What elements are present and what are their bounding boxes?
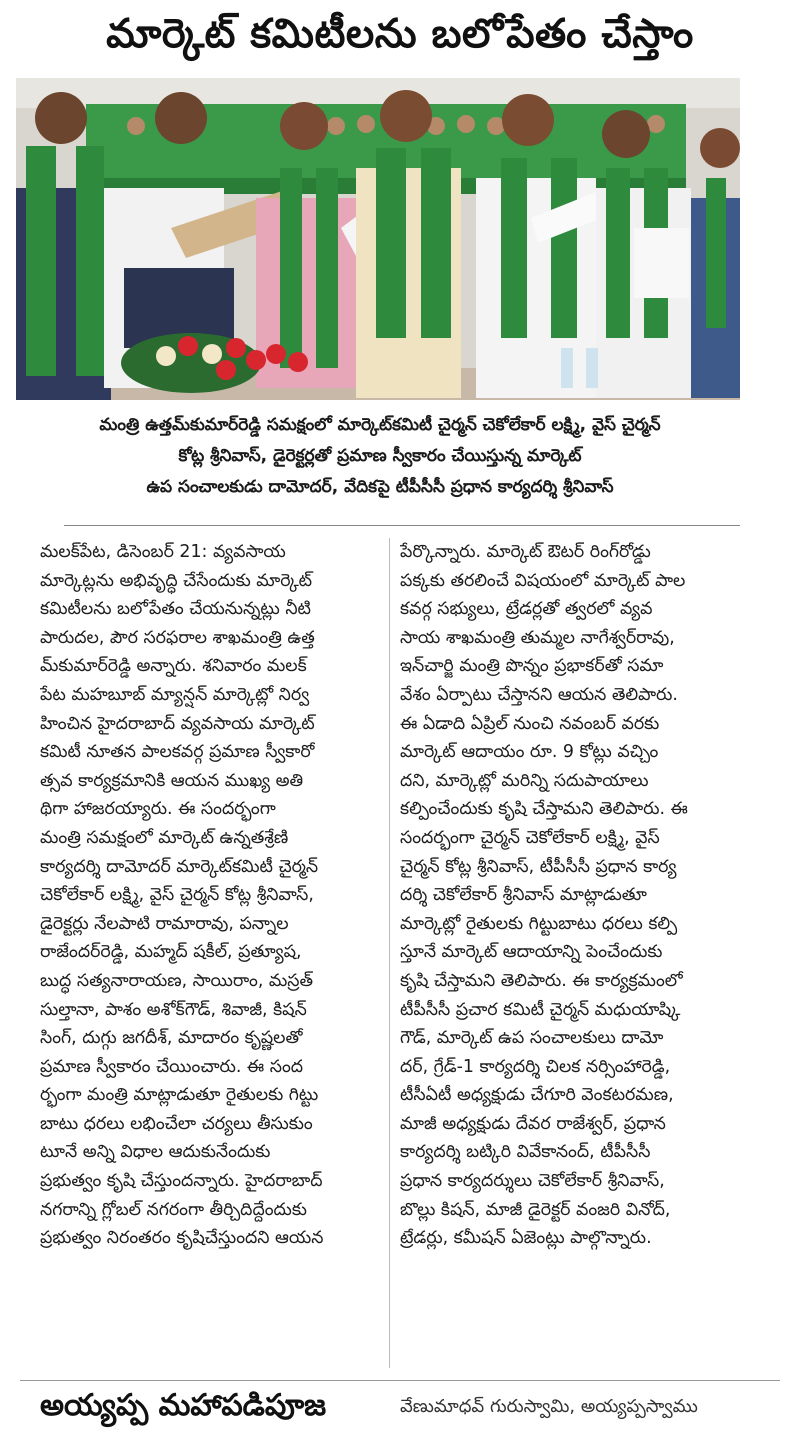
body-line: టూనే అన్ని విధాల ఆదుకునేందుకు [40,1142,271,1163]
body-line: పారుదల, పౌర సరఫరాల శాఖమంత్రి ఉత్త [40,627,315,648]
body-line: చైర్మన్ కోట్ల శ్రీనివాస్, టీపీసీసీ ప్రధాన కార్య [400,856,677,877]
body-line: మ్‌కుమార్‌రెడ్డి అన్నారు. శనివారం మలక్ [40,656,307,677]
news-photo [16,78,740,400]
body-line: దర్, గ్రేడ్-1 కార్యదర్శి చిలక నర్సింహారెడ్డి, [400,1056,671,1077]
body-line: ఇన్‌చార్జి మంత్రి పొన్నం ప్రభాకర్‌తో సమా [400,656,664,677]
news-photo-icon [16,78,740,400]
body-line: ర్భంగా మంత్రి మాట్లాడుతూ రైతులకు గిట్టు [40,1085,319,1106]
body-line: కార్యదర్శి దామోదర్ మార్కెట్‌కమిటీ చైర్మన్ [40,856,319,877]
body-line: ఈ ఏడాది ఏప్రిల్ నుంచి నవంబర్ వరకు [400,713,660,734]
body-line: ప్రమాణ స్వీకారం చేయించారు. ఈ సంద [40,1056,304,1077]
body-line: మార్కెట్లో రైతులకు గిట్టుబాటు ధరలు కల్పి [400,913,678,934]
body-line: దర్శి చెకోలేకార్ శ్రీనివాస్ మాట్లాడుతూ [400,885,647,906]
next-story-teaser: వేణుమాధవ్ గురుస్వామి, అయ్యప్పస్వాము [400,1396,698,1417]
body-line: ప్రభుత్వం నిరంతరం కృషిచేస్తుందని ఆయన [40,1228,324,1249]
body-line: కార్యదర్శి బట్కిరి వివేకానంద్, టీపీసీసీ [400,1142,651,1163]
body-line: మంత్రి సమక్షంలో మార్కెట్ ఉన్నతశ్రేణి [40,827,289,848]
body-line: నగరాన్ని గ్లోబల్ నగరంగా తీర్చిదిద్దేందుకు [40,1199,307,1220]
body-line: చెకోలేకార్ లక్ష్మి, వైస్ చైర్మన్ కోట్ల శ్రీనివాస్, [40,885,314,906]
photo-caption [20,410,740,503]
headline: మార్కెట్ కమిటీలను బలోపేతం చేస్తాం [106,11,694,57]
body-line: కవర్గ సభ్యులు, ట్రేడర్లతో త్వరలో వ్యవ [400,599,653,620]
body-line: గౌడ్, మార్కెట్ ఉప సంచాలకులు దామో [400,1028,664,1049]
body-line: కల్పించేందుకు కృషి చేస్తామని తెలిపారు. ఈ [400,799,688,820]
body-line: థిగా హాజరయ్యారు. ఈ సందర్భంగా [40,799,276,820]
caption-line: మంత్రి ఉత్తమ్‌కుమార్‌రెడ్డి సమక్షంలో మార్కెట్‌కమిటీ చైర్మన్ చెకోలేకార్ లక్ష్మి, వైస్ చైర్మన్ [99,415,661,435]
body-line: మార్కెట్ ఆదాయం రూ. 9 కోట్లు వచ్చిం [400,742,659,763]
body-line: కృషి చేస్తామని తెలిపారు. ఈ కార్యక్రమంలో [400,970,683,991]
body-line: కమిటీలను బలోపేతం చేయనున్నట్లు నీటి [40,599,311,620]
body-line: మాజీ అధ్యక్షుడు దేవర రాజేశ్వర్, ప్రధాన [400,1113,666,1134]
body-line: పేర్కొన్నారు. మార్కెట్ ఔటర్ రింగ్‌రోడ్డు [400,542,651,562]
article-column-right [400,538,738,1253]
article-column-left [40,538,378,1253]
body-line: సింగ్, దుగ్గు జగదీశ్, మాదారం కృష్ణలతో [40,1028,303,1049]
body-line: మలక్‌పేట, డిసెంబర్ 21: వ్యవసాయ [40,542,286,562]
body-line: సందర్భంగా చైర్మన్ చెకోలేకార్ లక్ష్మి, వైస్ [400,827,660,848]
body-line: రాజేందర్‌రెడ్డి, మహ్మద్ షకీల్, ప్రత్యూష, [40,942,302,963]
body-line: పక్కకు తరలించే విషయంలో మార్కెట్ పాల [400,570,686,591]
body-line: పేట మహబూబ్ మ్యాన్షన్ మార్కెట్లో నిర్వ [40,684,310,705]
body-line: బొల్లు కిషన్, మాజీ డైరెక్టర్ వంజరి వినోద్, [400,1199,671,1220]
body-line: ప్రధాన కార్యదర్శులు చెకోలేకార్ శ్రీనివాస్, [400,1171,665,1192]
body-line: బుద్ధ సత్యనారాయణ, సాయిరాం, మస్రత్ [40,970,314,991]
body-line: టీసీఏటీ అధ్యక్షుడు చేగూరి వెంకటరమణ, [400,1085,674,1106]
caption-divider [64,525,740,526]
column-divider [389,538,390,1368]
body-line: బాటు ధరలు లభించేలా చర్యలు తీసుకుం [40,1113,313,1134]
body-line: టీపీసీసీ ప్రచార కమిటీ చైర్మన్ మధుయాష్కి [400,999,681,1020]
body-line: హించిన హైదరాబాద్ వ్యవసాయ మార్కెట్ [40,713,315,734]
body-line: ట్రేడర్లు, కమీషన్ ఏజెంట్లు పాల్గొన్నారు. [400,1228,652,1249]
body-line: సుల్తానా, పాశం అశోక్‌గౌడ్, శివాజీ, కిషన్ [40,999,307,1020]
body-line: కమిటీ నూతన పాలకవర్గ ప్రమాణ స్వీకారో [40,742,315,763]
body-line: ప్రభుత్వం కృషి చేస్తుందన్నారు. హైదరాబాద్ [40,1171,323,1192]
body-line: డైరెక్టర్లు నేలపాటి రామారావు, పన్నాల [40,913,289,934]
body-line: త్సవ కార్యక్రమానికి ఆయన ముఖ్య అతి [40,770,304,791]
body-line: వేశం ఏర్పాటు చేస్తానని ఆయన తెలిపారు. [400,684,678,705]
body-line: స్తూనే మార్కెట్ ఆదాయాన్ని పెంచేందుకు [400,942,663,963]
body-line: దని, మార్కెట్లో మరిన్ని సదుపాయాలు [400,770,649,791]
next-story-headline: అయ్యప్ప మహాపడిపూజ [40,1388,327,1423]
caption-line: కోట్ల శ్రీనివాస్, డైరెక్టర్లతో ప్రమాణ స్వీకారం చేయిస్తున్న మార్కెట్ [178,446,582,466]
story-divider [20,1380,780,1381]
caption-line: ఉప సంచాలకుడు దామోదర్, వేదికపై టీపీసీసీ ప్రధాన కార్యదర్శి శ్రీనివాస్ [146,477,614,497]
body-line: సాయ శాఖమంత్రి తుమ్మల నాగేశ్వర్‌రావు, [400,627,675,648]
body-line: మార్కెట్లను అభివృద్ధి చేసేందుకు మార్కెట్ [40,570,313,591]
